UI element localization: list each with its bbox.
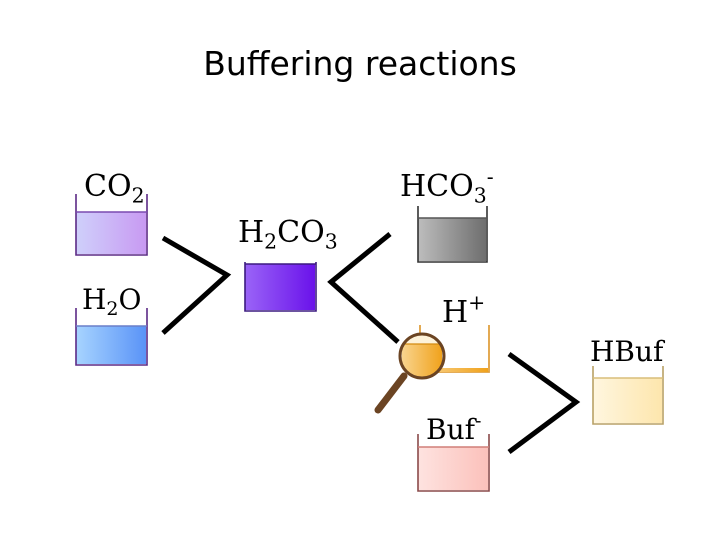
- h2co3-text-h: H: [238, 215, 265, 250]
- hco3-beaker: [418, 206, 487, 262]
- h2o-liquid: [76, 326, 146, 364]
- buf-minus-liquid: [418, 447, 488, 490]
- co2-text: CO: [84, 169, 132, 204]
- buf-minus-superscript: -: [474, 410, 482, 433]
- h2o-subscript: 2: [106, 298, 119, 321]
- magnifier-handle: [378, 376, 404, 410]
- buf-minus-beaker: [418, 434, 489, 491]
- h2co3-text-co: CO: [277, 215, 325, 250]
- h2co3-beaker: [245, 262, 316, 311]
- h2co3-subscript-b: 3: [324, 229, 338, 254]
- hbuf-liquid: [593, 378, 662, 423]
- co2-liquid: [76, 212, 146, 254]
- slide-title: Buffering reactions: [203, 44, 517, 83]
- h2o-text-h: H: [82, 283, 107, 316]
- hco3-text: HCO: [400, 169, 474, 204]
- hco3-superscript: -: [486, 164, 494, 189]
- h2co3-liquid: [245, 264, 315, 310]
- hbuf-beaker: [593, 366, 663, 424]
- hco3-liquid: [418, 218, 486, 261]
- magnifying-glass-icon: [378, 332, 446, 410]
- connector-hplus-buf-to-hbuf: [509, 354, 576, 452]
- connector-co2-h2o-to-h2co3: [163, 238, 227, 333]
- buf-minus-text: Buf: [426, 413, 475, 446]
- h2o-text-o: O: [118, 283, 142, 316]
- co2-beaker: [76, 194, 147, 255]
- co2-subscript: 2: [131, 183, 145, 208]
- hco3-subscript: 3: [473, 183, 487, 208]
- h2co3-subscript-a: 2: [264, 229, 278, 254]
- hbuf-text: HBuf: [590, 335, 664, 368]
- connector-h2co3-to-hco3-hplus: [331, 234, 398, 342]
- h-plus-superscript: +: [468, 290, 486, 315]
- h2o-beaker: [76, 308, 147, 365]
- h-plus-text: H: [442, 295, 469, 330]
